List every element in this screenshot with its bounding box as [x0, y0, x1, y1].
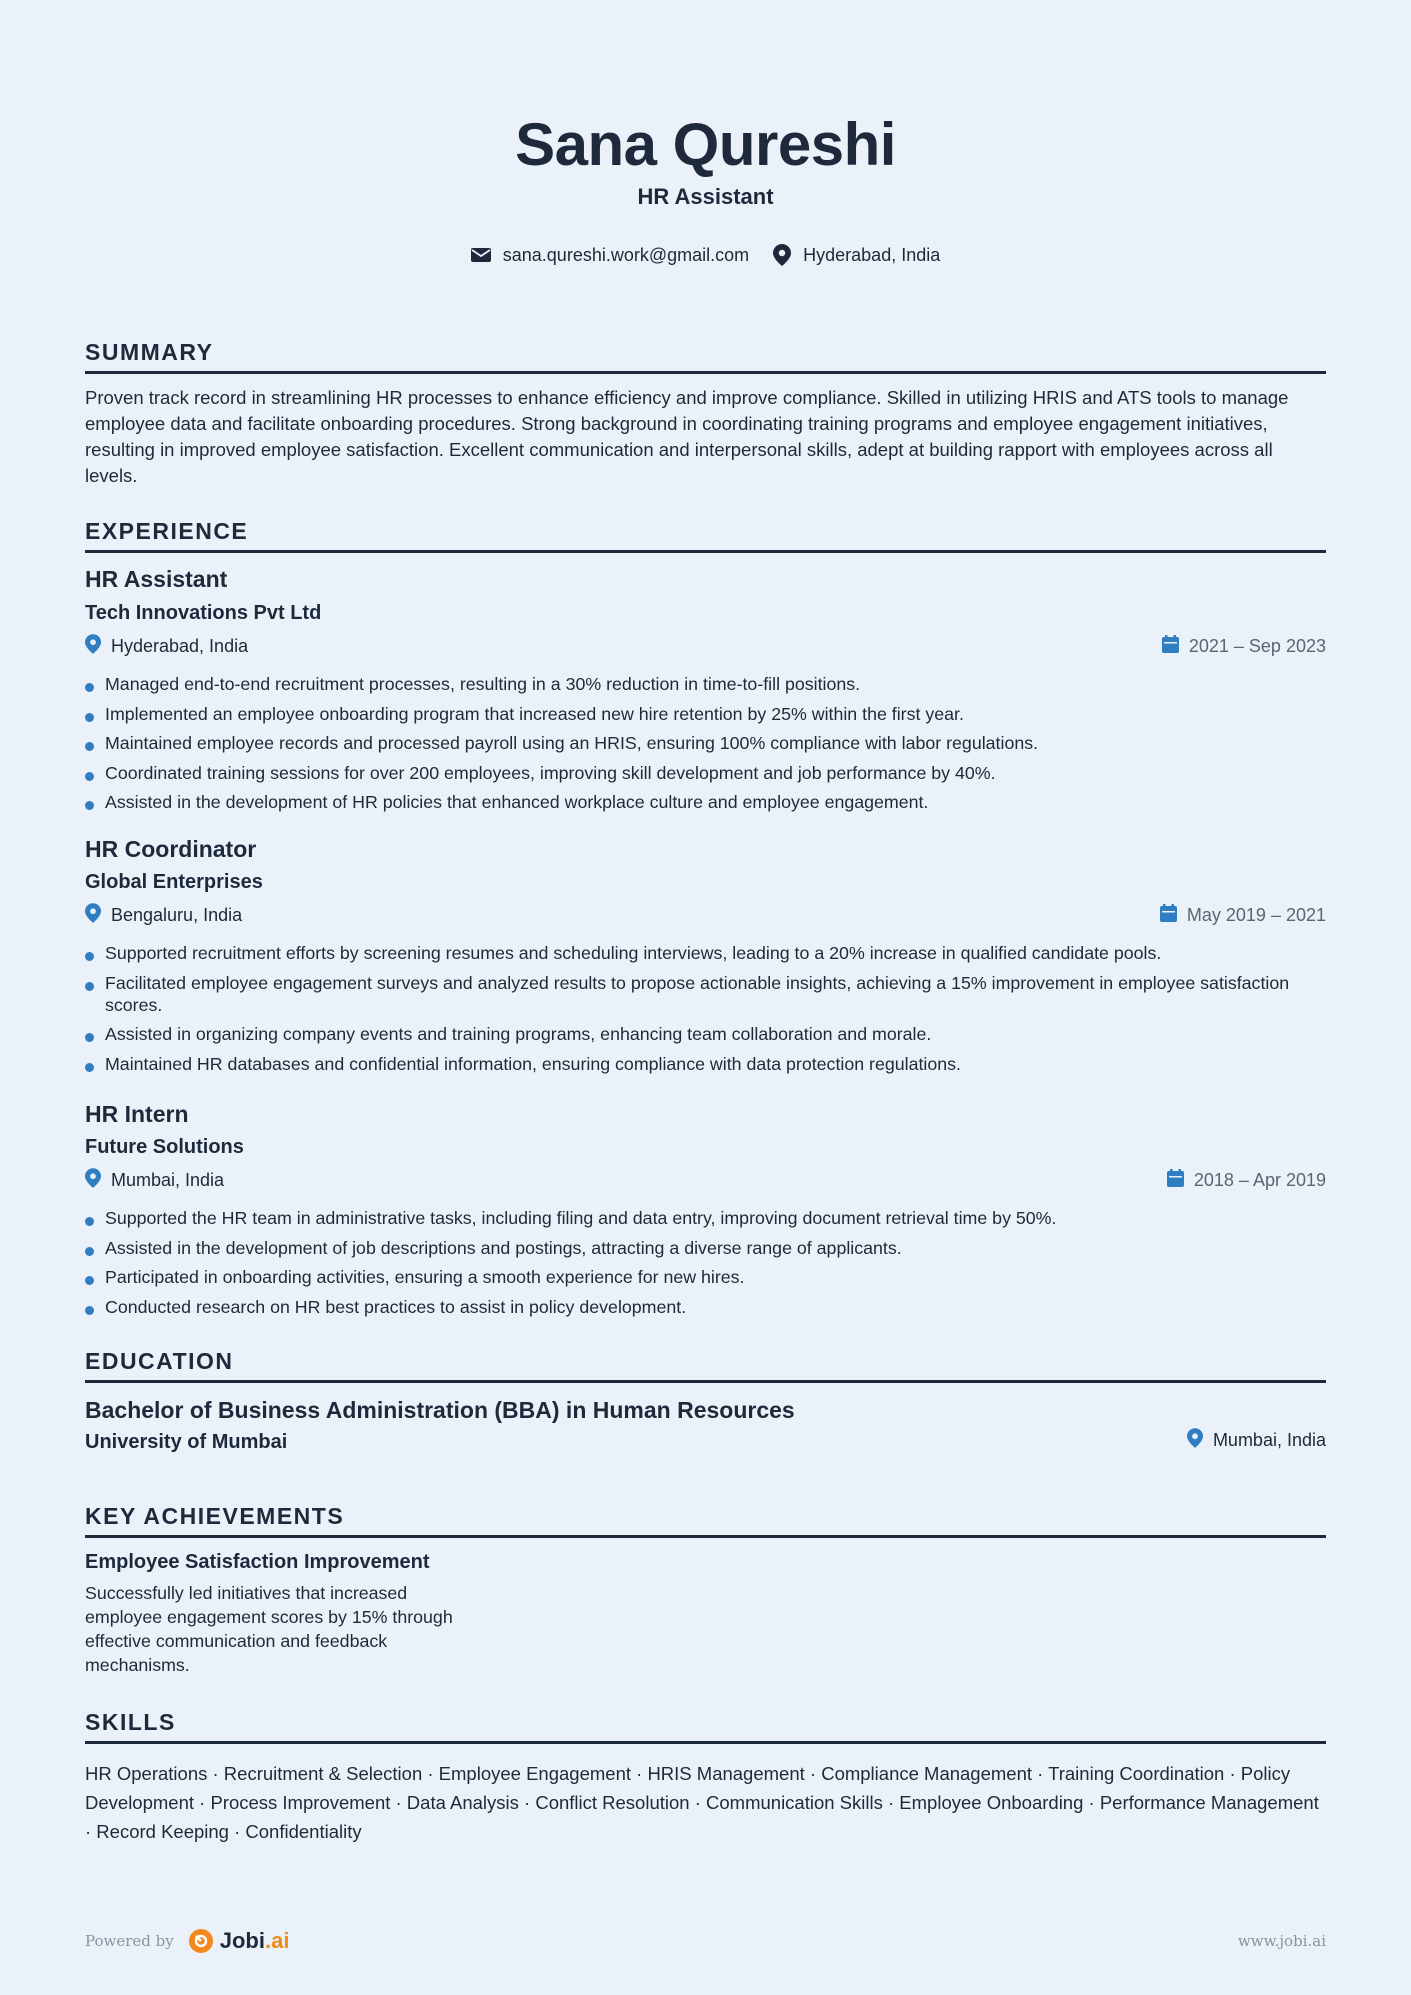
contact-email[interactable]	[471, 244, 749, 266]
job-meta	[85, 633, 1326, 659]
job-dates: 2018 – Apr 2019	[1193, 1169, 1326, 1190]
job-location: Hyderabad, India	[111, 635, 249, 656]
bullet-dot	[85, 801, 94, 810]
job-company: Future Solutions	[85, 1136, 244, 1158]
candidate-title: HR Assistant	[637, 184, 774, 209]
job-title: HR Coordinator	[85, 836, 257, 862]
bullet-dot	[85, 772, 94, 781]
bullet-dot	[85, 952, 94, 961]
contact-location	[773, 244, 940, 266]
calendar-icon	[1160, 904, 1177, 927]
map-pin-icon	[85, 1168, 101, 1193]
list-item: Assisted in the development of job descriptions and postings, attracting a diverse range of applicants.	[85, 1237, 1326, 1259]
achievements-heading: KEY ACHIEVEMENTS	[85, 1501, 1326, 1538]
list-item: Facilitated employee engagement surveys and analyzed results to propose actionable insights, achieving a 15% improvement in employee satisfaction scores.	[85, 972, 1326, 1016]
bullet-dot	[85, 1276, 94, 1285]
jobi-logo-icon	[188, 1928, 214, 1954]
bullet-dot	[85, 1306, 94, 1315]
job-company: Global Enterprises	[85, 871, 263, 893]
summary-text: Proven track record in streamlining HR processes to enhance efficiency and improve compliance. Skilled in utilizing HRIS and ATS tools to manage employee data and facilitate onboarding procedures. Strong background in coordinating training programs and employee engagement initiatives, resulting in improved employee satisfaction. Excellent communication and interpersonal skills, adept at building rapport with employees across all levels.	[85, 387, 1289, 486]
location-text: Hyderabad, India	[803, 244, 941, 265]
job-bullets	[85, 942, 1326, 1082]
experience-heading: EXPERIENCE	[85, 516, 1326, 553]
achievement-title: Employee Satisfaction Improvement	[85, 1551, 430, 1573]
list-item: Maintained HR databases and confidential information, ensuring compliance with data protection regulations.	[85, 1053, 1326, 1075]
job-title: HR Assistant	[85, 566, 228, 592]
job-bullets	[85, 673, 1326, 821]
education-school: University of Mumbai	[85, 1431, 288, 1453]
education-location: Mumbai, India	[1212, 1429, 1326, 1450]
job-location: Mumbai, India	[111, 1169, 225, 1190]
list-item: Assisted in organizing company events and training programs, enhancing team collaboration and morale.	[85, 1023, 1326, 1045]
education-heading: EDUCATION	[85, 1346, 1326, 1383]
powered-by	[85, 1928, 289, 1954]
map-pin-icon	[773, 244, 791, 266]
map-pin-icon	[1187, 1428, 1203, 1453]
list-item: Maintained employee records and processed payroll using an HRIS, ensuring 100% compliance with labor regulations.	[85, 732, 1326, 754]
achievement-text: Successfully led initiatives that increased employee engagement scores by 15% through effective communication and feedback mechanisms.	[85, 1583, 453, 1675]
job-title: HR Intern	[85, 1101, 189, 1127]
jobi-brand-suffix: .ai	[264, 1928, 290, 1953]
list-item: Participated in onboarding activities, ensuring a smooth experience for new hires.	[85, 1266, 1326, 1288]
job-location: Bengaluru, India	[111, 904, 243, 925]
list-item: Coordinated training sessions for over 200 employees, improving skill development and job performance by 40%.	[85, 762, 1326, 784]
list-item: Assisted in the development of HR policies that enhanced workplace culture and employee engagement.	[85, 791, 1326, 813]
map-pin-icon	[85, 903, 101, 928]
skills-heading: SKILLS	[85, 1707, 1326, 1744]
job-meta	[85, 902, 1326, 928]
job-meta	[85, 1167, 1326, 1193]
bullet-dot	[85, 1217, 94, 1226]
education-meta	[85, 1427, 1326, 1453]
contact-row	[85, 244, 1326, 266]
bullet-dot	[85, 683, 94, 692]
education-degree: Bachelor of Business Administration (BBA) in Human Resources	[85, 1397, 795, 1423]
envelope-icon	[471, 247, 491, 263]
bullet-dot	[85, 982, 94, 991]
list-item: Managed end-to-end recruitment processes, resulting in a 30% reduction in time-to-fill positions.	[85, 673, 1326, 695]
bullet-dot	[85, 742, 94, 751]
footer	[85, 1928, 1326, 1954]
job-bullets	[85, 1207, 1326, 1325]
skills-text: HR Operations · Recruitment & Selection · Employee Engagement · HRIS Management · Compliance Management · Training Coordination · Policy Development · Process Improvement · Data Analysis · Conflict Resolution · Communication Skills · Employee Onboarding · Performance Management · Record Keeping · Confidentiality	[85, 1763, 1319, 1842]
list-item: Conducted research on HR best practices to assist in policy development.	[85, 1296, 1326, 1318]
jobi-brand: Jobi	[219, 1928, 265, 1953]
job-dates: May 2019 – 2021	[1186, 904, 1326, 925]
powered-by-label: Powered by	[85, 1932, 174, 1950]
bullet-dot	[85, 1033, 94, 1042]
footer-site-link[interactable]: www.jobi.ai	[1237, 1932, 1326, 1950]
bullet-dot	[85, 713, 94, 722]
jobi-logo[interactable]	[188, 1928, 290, 1954]
list-item: Supported recruitment efforts by screening resumes and scheduling interviews, leading to a 20% increase in qualified candidate pools.	[85, 942, 1326, 964]
list-item: Supported the HR team in administrative tasks, including filing and data entry, improving document retrieval time by 50%.	[85, 1207, 1326, 1229]
map-pin-icon	[85, 634, 101, 659]
calendar-icon	[1162, 635, 1179, 658]
summary-heading: SUMMARY	[85, 337, 1326, 374]
candidate-name: Sana Qureshi	[515, 111, 896, 178]
email-text: sana.qureshi.work@gmail.com	[502, 244, 750, 265]
list-item: Implemented an employee onboarding program that increased new hire retention by 25% within the first year.	[85, 703, 1326, 725]
bullet-dot	[85, 1063, 94, 1072]
job-dates: 2021 – Sep 2023	[1188, 635, 1326, 656]
calendar-icon	[1167, 1169, 1184, 1192]
bullet-dot	[85, 1247, 94, 1256]
job-company: Tech Innovations Pvt Ltd	[85, 602, 322, 624]
